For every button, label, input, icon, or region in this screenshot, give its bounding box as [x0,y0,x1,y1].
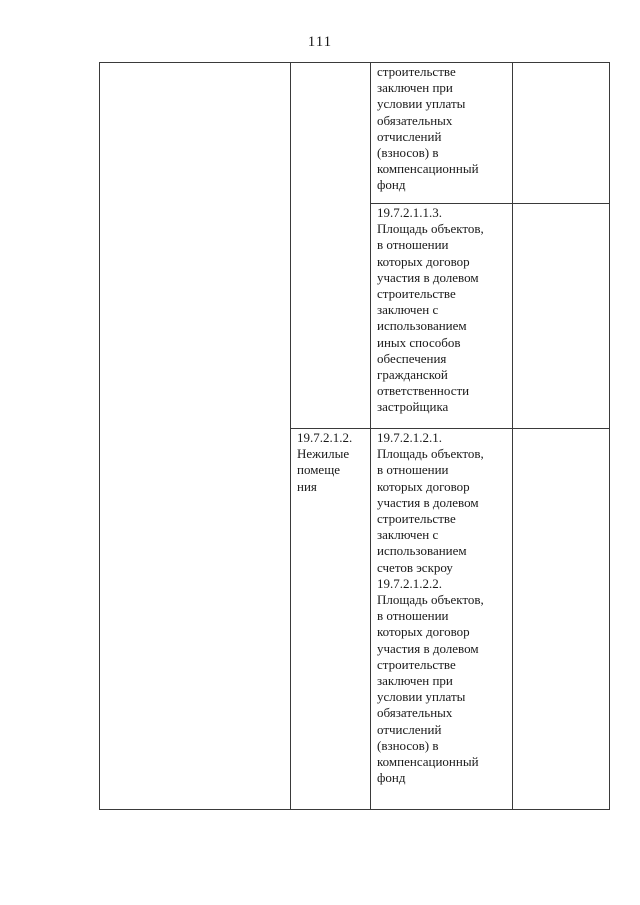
table-cell-empty-value [513,204,610,429]
table-cell-continued-text: строительстве заключен при условии уплаты обязательных отчислений (взносов) в компенсационный фонд [371,63,513,204]
table-cell-empty-first-column [100,63,291,810]
table-row [100,63,610,204]
page-number: 111 [307,34,333,50]
table-cell-empty-value [513,429,610,810]
table-cell-item-text: 19.7.2.1.2.1. Площадь объектов, в отношении которых договор участия в долевом строительстве заключен с использованием счетов эскроу 19.7.2.1.2.2. Площадь объектов, в отношении которых договор участия в долевом строительстве заключен при условии уплаты обязательных отчислений (взносов) в компенсационный фонд [371,429,513,810]
table-cell-empty-value [513,63,610,204]
document-table [99,62,610,810]
table-cell-empty-group [291,63,371,429]
table-cell-group-label: 19.7.2.1.2. Нежилые помеще ния [291,429,371,810]
table-cell-item-text: 19.7.2.1.1.3. Площадь объектов, в отношении которых договор участия в долевом строительстве заключен с использованием иных способов обеспечения гражданской ответственности застройщика [371,204,513,429]
